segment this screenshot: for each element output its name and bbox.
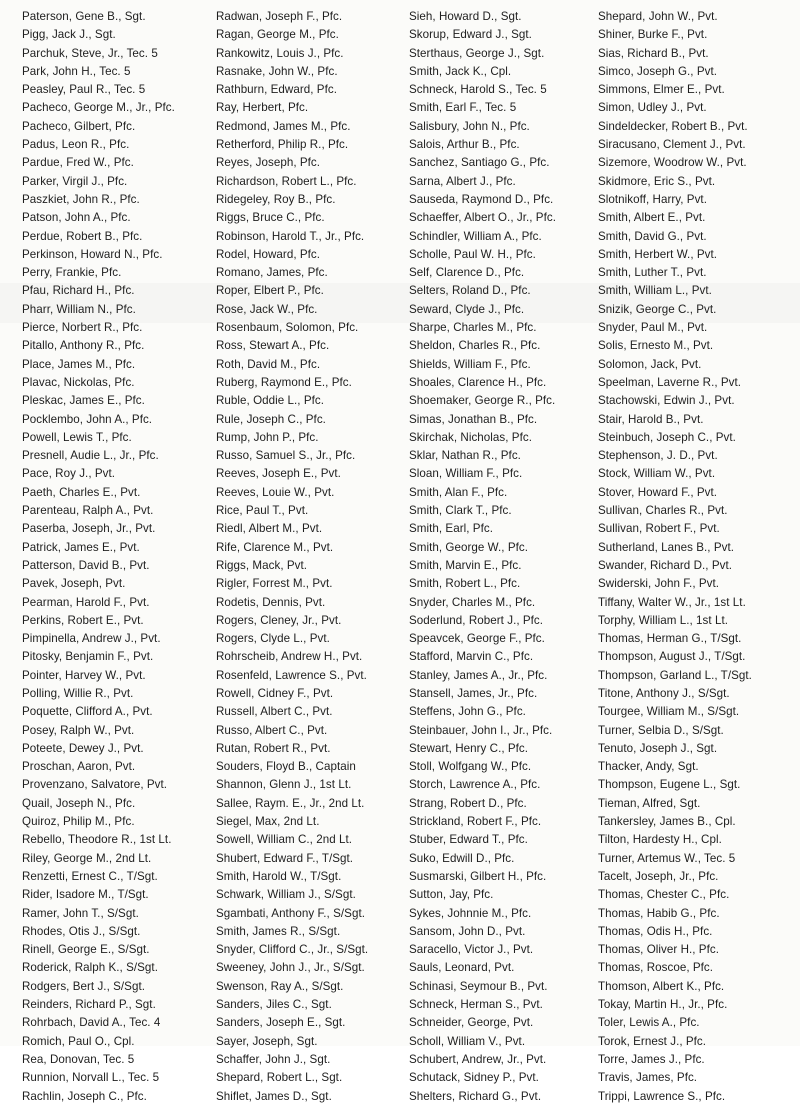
roster-entry: Turner, Artemus W., Tec. 5 <box>598 851 736 865</box>
roster-entry: Pharr, William N., Pfc. <box>22 302 136 316</box>
roster-entry: Thomas, Herman G., T/Sgt. <box>598 632 742 646</box>
roster-entry: Sauseda, Raymond D., Pfc. <box>409 192 554 206</box>
roster-entry: Rohrscheib, Andrew H., Pvt. <box>216 650 363 664</box>
roster-entry: Stoll, Wolfgang W., Pfc. <box>409 760 532 774</box>
roster-entry: Rathburn, Edward, Pfc. <box>216 83 337 97</box>
roster-entry: Thompson, Garland L., T/Sgt. <box>598 668 752 682</box>
roster-entry: Park, John H., Tec. 5 <box>22 64 131 78</box>
roster-entry: Patson, John A., Pfc. <box>22 211 131 225</box>
roster-entry: Riedl, Albert M., Pvt. <box>216 522 323 536</box>
roster-entry: Runnion, Norvall L., Tec. 5 <box>22 1071 160 1085</box>
roster-entry: Pierce, Norbert R., Pfc. <box>22 321 143 335</box>
roster-entry: Strang, Robert D., Pfc. <box>409 796 527 810</box>
roster-column-3 <box>409 8 601 1106</box>
roster-entry: Tilton, Hardesty H., Cpl. <box>598 833 722 847</box>
roster-entry: Rigler, Forrest M., Pvt. <box>216 577 333 591</box>
roster-entry: Torok, Ernest J., Pfc. <box>598 1034 707 1048</box>
roster-entry: Pardue, Fred W., Pfc. <box>22 156 134 170</box>
roster-entry: Shiner, Burke F., Pvt. <box>598 28 708 42</box>
roster-entry: Perdue, Robert B., Pfc. <box>22 229 143 243</box>
roster-entry: Robinson, Harold T., Jr., Pfc. <box>216 229 365 243</box>
roster-entry: Russo, Albert C., Pvt. <box>216 723 328 737</box>
roster-entry: Schwark, William J., S/Sgt. <box>216 888 356 902</box>
roster-entry: Sanders, Jiles C., Sgt. <box>216 998 332 1012</box>
roster-entry: Simon, Udley J., Pvt. <box>598 101 707 115</box>
roster-entry: Tenuto, Joseph J., Sgt. <box>598 741 718 755</box>
roster-entry: Redmond, James M., Pfc. <box>216 119 351 133</box>
roster-entry: Salois, Arthur B., Pfc. <box>409 138 520 152</box>
roster-entry: Sklar, Nathan R., Pfc. <box>409 449 521 463</box>
roster-entry: Ragan, George M., Pfc. <box>216 28 339 42</box>
roster-entry: Paeth, Charles E., Pvt. <box>22 485 141 499</box>
roster-entry: Rankowitz, Louis J., Pfc. <box>216 46 344 60</box>
roster-entry: Solomon, Jack, Pvt. <box>598 357 702 371</box>
roster-entry: Pointer, Harvey W., Pvt. <box>22 668 146 682</box>
roster-entry: Sutherland, Lanes B., Pvt. <box>598 540 734 554</box>
roster-entry: Stephenson, J. D., Pvt. <box>598 449 718 463</box>
roster-entry: Sykes, Johnnie M., Pfc. <box>409 906 532 920</box>
roster-column-1 <box>22 8 212 1106</box>
roster-entry: Thomas, Odis H., Pfc. <box>598 924 713 938</box>
roster-entry: Rule, Joseph C., Pfc. <box>216 412 326 426</box>
roster-entry: Posey, Ralph W., Pvt. <box>22 723 135 737</box>
roster-entry: Sutton, Jay, Pfc. <box>409 888 494 902</box>
roster-entry: Steffens, John G., Pfc. <box>409 705 526 719</box>
roster-entry: Smith, Herbert W., Pvt. <box>598 247 718 261</box>
roster-entry: Sindeldecker, Robert B., Pvt. <box>598 119 748 133</box>
roster-entry: Skidmore, Eric S., Pvt. <box>598 174 716 188</box>
roster-entry: Thomas, Habib G., Pfc. <box>598 906 720 920</box>
roster-entry: Rogers, Cleney, Jr., Pvt. <box>216 613 342 627</box>
roster-entry: Skirchak, Nicholas, Pfc. <box>409 430 532 444</box>
roster-entry: Thomas, Chester C., Pfc. <box>598 888 730 902</box>
roster-entry: Schneider, George, Pvt. <box>409 1016 534 1030</box>
roster-entry: Rowell, Cidney F., Pvt. <box>216 686 334 700</box>
roster-entry: Sgambati, Anthony F., S/Sgt. <box>216 906 365 920</box>
roster-entry: Suko, Edwill D., Pfc. <box>409 851 515 865</box>
roster-entry: Poteete, Dewey J., Pvt. <box>22 741 144 755</box>
roster-entry: Souders, Floyd B., Captain <box>216 760 356 774</box>
roster-entry: Sias, Richard B., Pvt. <box>598 46 709 60</box>
roster-entry: Thompson, Eugene L., Sgt. <box>598 778 741 792</box>
roster-entry: Rasnake, John W., Pfc. <box>216 64 338 78</box>
roster-entry: Simas, Jonathan B., Pfc. <box>409 412 538 426</box>
roster-entry: Ridegeley, Roy B., Pfc. <box>216 192 336 206</box>
roster-entry: Sieh, Howard D., Sgt. <box>409 10 522 23</box>
roster-entry: Renzetti, Ernest C., T/Sgt. <box>22 869 158 883</box>
roster-entry: Radwan, Joseph F., Pfc. <box>216 10 343 23</box>
roster-entry: Paterson, Gene B., Sgt. <box>22 10 146 23</box>
roster-entry: Richardson, Robert L., Pfc. <box>216 174 357 188</box>
roster-entry: Pimpinella, Andrew J., Pvt. <box>22 632 161 646</box>
roster-entry: Sanders, Joseph E., Sgt. <box>216 1016 346 1030</box>
roster-entry: Snyder, Clifford C., Jr., S/Sgt. <box>216 943 369 957</box>
roster-entry: Paszkiet, John R., Pfc. <box>22 192 140 206</box>
roster-entry: Rodel, Howard, Pfc. <box>216 247 321 261</box>
roster-entry: Schaeffer, Albert O., Jr., Pfc. <box>409 211 556 225</box>
roster-entry: Sullivan, Charles R., Pvt. <box>598 504 728 518</box>
roster-entry: Schinasi, Seymour B., Pvt. <box>409 979 548 993</box>
roster-entry: Parenteau, Ralph A., Pvt. <box>22 504 154 518</box>
roster-entry: Rice, Paul T., Pvt. <box>216 504 309 518</box>
roster-entry: Toler, Lewis A., Pfc. <box>598 1016 700 1030</box>
roster-entry: Smith, David G., Pvt. <box>598 229 707 243</box>
roster-entry: Sarna, Albert J., Pfc. <box>409 174 516 188</box>
roster-entry: Sayer, Joseph, Sgt. <box>216 1034 318 1048</box>
roster-entry: Steinbauer, John I., Jr., Pfc. <box>409 723 553 737</box>
roster-entry: Romano, James, Pfc. <box>216 266 328 280</box>
roster-entry: Snizik, George C., Pvt. <box>598 302 717 316</box>
roster-entry: Self, Clarence D., Pfc. <box>409 266 525 280</box>
roster-entry: Simmons, Elmer E., Pvt. <box>598 83 725 97</box>
roster-entry: Stewart, Henry C., Pfc. <box>409 741 529 755</box>
roster-entry: Sauls, Leonard, Pvt. <box>409 961 515 975</box>
roster-entry: Riggs, Bruce C., Pfc. <box>216 211 325 225</box>
roster-entry: Smith, Marvin E., Pfc. <box>409 558 522 572</box>
roster-entry: Shannon, Glenn J., 1st Lt. <box>216 778 352 792</box>
roster-entry: Simco, Joseph G., Pvt. <box>598 64 718 78</box>
roster-entry: Shiflet, James D., Sgt. <box>216 1089 332 1103</box>
roster-entry: Smith, William L., Pvt. <box>598 284 712 298</box>
roster-entry: Pocklembo, John A., Pfc. <box>22 412 153 426</box>
roster-entry: Saracello, Victor J., Pvt. <box>409 943 534 957</box>
roster-column-2 <box>216 8 406 1106</box>
roster-entry: Tiffany, Walter W., Jr., 1st Lt. <box>598 595 746 609</box>
roster-entry: Russo, Samuel S., Jr., Pfc. <box>216 449 356 463</box>
roster-entry: Rinell, George E., S/Sgt. <box>22 943 150 957</box>
roster-entry: Sansom, John D., Pvt. <box>409 924 526 938</box>
roster-entry: Skorup, Edward J., Sgt. <box>409 28 532 42</box>
roster-entry: Rump, John P., Pfc. <box>216 430 319 444</box>
roster-entry: Stansell, James, Jr., Pfc. <box>409 686 538 700</box>
roster-entry: Soderlund, Robert J., Pfc. <box>409 613 544 627</box>
roster-entry: Salisbury, John N., Pfc. <box>409 119 530 133</box>
roster-entry: Shoales, Clarence H., Pfc. <box>409 375 547 389</box>
roster-entry: Smith, Robert L., Pfc. <box>409 577 521 591</box>
roster-entry: Snyder, Paul M., Pvt. <box>598 321 708 335</box>
roster-entry: Rosenbaum, Solomon, Pfc. <box>216 321 359 335</box>
roster-entry: Shelters, Richard G., Pvt. <box>409 1089 542 1103</box>
roster-entry: Roth, David M., Pfc. <box>216 357 321 371</box>
roster-entry: Quiroz, Philip M., Pfc. <box>22 815 135 829</box>
roster-entry: Patterson, David B., Pvt. <box>22 558 150 572</box>
roster-entry: Parchuk, Steve, Jr., Tec. 5 <box>22 46 158 60</box>
roster-entry: Travis, James, Pfc. <box>598 1071 698 1085</box>
roster-entry: Stover, Howard F., Pvt. <box>598 485 718 499</box>
roster-entry: Titone, Anthony J., S/Sgt. <box>598 686 730 700</box>
roster-entry: Paserba, Joseph, Jr., Pvt. <box>22 522 156 536</box>
roster-entry: Sharpe, Charles M., Pfc. <box>409 321 537 335</box>
roster-entry: Pavek, Joseph, Pvt. <box>22 577 126 591</box>
roster-entry: Torre, James J., Pfc. <box>598 1052 705 1066</box>
roster-entry: Schaffer, John J., Sgt. <box>216 1052 331 1066</box>
roster-entry: Torphy, William L., 1st Lt. <box>598 613 728 627</box>
roster-entry: Smith, Jack K., Cpl. <box>409 64 512 78</box>
roster-entry: Rosenfeld, Lawrence S., Pvt. <box>216 668 367 682</box>
roster-entry: Schutack, Sidney P., Pvt. <box>409 1071 539 1085</box>
roster-entry: Smith, Harold W., T/Sgt. <box>216 869 342 883</box>
roster-entry: Pfau, Richard H., Pfc. <box>22 284 135 298</box>
roster-entry: Siegel, Max, 2nd Lt. <box>216 815 320 829</box>
roster-entry: Roderick, Ralph K., S/Sgt. <box>22 961 158 975</box>
roster-entry: Rogers, Clyde L., Pvt. <box>216 632 330 646</box>
roster-entry: Perry, Frankie, Pfc. <box>22 266 122 280</box>
roster-entry: Shubert, Edward F., T/Sgt. <box>216 851 354 865</box>
roster-entry: Reeves, Louie W., Pvt. <box>216 485 335 499</box>
roster-entry: Pigg, Jack J., Sgt. <box>22 28 116 42</box>
roster-entry: Tokay, Martin H., Jr., Pfc. <box>598 998 728 1012</box>
roster-entry: Ray, Herbert, Pfc. <box>216 101 309 115</box>
roster-entry: Thomson, Albert K., Pfc. <box>598 979 725 993</box>
roster-entry: Roper, Elbert P., Pfc. <box>216 284 324 298</box>
roster-entry: Pitosky, Benjamin F., Pvt. <box>22 650 154 664</box>
roster-entry: Swiderski, John F., Pvt. <box>598 577 720 591</box>
roster-entry: Quail, Joseph N., Pfc. <box>22 796 136 810</box>
roster-entry: Schneck, Harold S., Tec. 5 <box>409 83 547 97</box>
roster-entry: Sterthaus, George J., Sgt. <box>409 46 545 60</box>
roster-entry: Smith, Luther T., Pvt. <box>598 266 707 280</box>
roster-entry: Pace, Roy J., Pvt. <box>22 467 116 481</box>
roster-entry: Smith, Earl, Pfc. <box>409 522 493 536</box>
roster-entry: Sheldon, Charles R., Pfc. <box>409 339 541 353</box>
roster-entry: Sullivan, Robert F., Pvt. <box>598 522 720 536</box>
roster-entry: Tourgee, William M., S/Sgt. <box>598 705 740 719</box>
roster-entry: Rea, Donovan, Tec. 5 <box>22 1052 135 1066</box>
roster-entry: Sweeney, John J., Jr., S/Sgt. <box>216 961 365 975</box>
roster-entry: Ruble, Oddie L., Pfc. <box>216 394 325 408</box>
roster-entry: Presnell, Audie L., Jr., Pfc. <box>22 449 159 463</box>
roster-entry: Perkinson, Howard N., Pfc. <box>22 247 163 261</box>
roster-entry: Stuber, Edward T., Pfc. <box>409 833 528 847</box>
roster-entry: Snyder, Charles M., Pfc. <box>409 595 536 609</box>
roster-entry: Stock, William W., Pvt. <box>598 467 716 481</box>
roster-entry: Stafford, Marvin C., Pfc. <box>409 650 534 664</box>
roster-entry: Poquette, Clifford A., Pvt. <box>22 705 153 719</box>
roster-entry: Ramer, John T., S/Sgt. <box>22 906 139 920</box>
roster-entry: Romich, Paul O., Cpl. <box>22 1034 135 1048</box>
roster-entry: Smith, George W., Pfc. <box>409 540 529 554</box>
roster-entry: Peasley, Paul R., Tec. 5 <box>22 83 146 97</box>
roster-entry: Thompson, August J., T/Sgt. <box>598 650 746 664</box>
roster-entry: Rodetis, Dennis, Pvt. <box>216 595 326 609</box>
roster-entry: Plavac, Nickolas, Pfc. <box>22 375 135 389</box>
roster-entry: Smith, James R., S/Sgt. <box>216 924 341 938</box>
roster-entry: Shepard, Robert L., Sgt. <box>216 1071 343 1085</box>
roster-entry: Polling, Willie R., Pvt. <box>22 686 134 700</box>
roster-entry: Smith, Earl F., Tec. 5 <box>409 101 517 115</box>
roster-entry: Selters, Roland D., Pfc. <box>409 284 531 298</box>
roster-entry: Smith, Albert E., Pvt. <box>598 211 706 225</box>
roster-entry: Strickland, Robert F., Pfc. <box>409 815 542 829</box>
roster-entry: Pacheco, Gilbert, Pfc. <box>22 119 136 133</box>
roster-entry: Schindler, William A., Pfc. <box>409 229 542 243</box>
roster-entry: Speelman, Laverne R., Pvt. <box>598 375 742 389</box>
roster-entry: Thacker, Andy, Sgt. <box>598 760 699 774</box>
roster-entry: Stair, Harold B., Pvt. <box>598 412 704 426</box>
roster-entry: Retherford, Philip R., Pfc. <box>216 138 349 152</box>
roster-entry: Siracusano, Clement J., Pvt. <box>598 138 746 152</box>
roster-entry: Schneck, Herman S., Pvt. <box>409 998 543 1012</box>
roster-entry: Reyes, Joseph, Pfc. <box>216 156 321 170</box>
roster-entry: Susmarski, Gilbert H., Pfc. <box>409 869 547 883</box>
roster-entry: Pitallo, Anthony R., Pfc. <box>22 339 145 353</box>
roster-entry: Sowell, William C., 2nd Lt. <box>216 833 353 847</box>
roster-entry: Sloan, William F., Pfc. <box>409 467 523 481</box>
roster-entry: Place, James M., Pfc. <box>22 357 136 371</box>
roster-entry: Rhodes, Otis J., S/Sgt. <box>22 924 141 938</box>
roster-entry: Shepard, John W., Pvt. <box>598 10 718 23</box>
roster-entry: Speavcek, George F., Pfc. <box>409 632 545 646</box>
roster-entry: Turner, Selbia D., S/Sgt. <box>598 723 724 737</box>
roster-entry: Schubert, Andrew, Jr., Pvt. <box>409 1052 547 1066</box>
roster-entry: Trippi, Lawrence S., Pfc. <box>598 1089 726 1103</box>
roster-entry: Parker, Virgil J., Pfc. <box>22 174 128 188</box>
roster-entry: Rose, Jack W., Pfc. <box>216 302 318 316</box>
roster-entry: Tieman, Alfred, Sgt. <box>598 796 701 810</box>
roster-entry: Provenzano, Salvatore, Pvt. <box>22 778 168 792</box>
roster-entry: Storch, Lawrence A., Pfc. <box>409 778 541 792</box>
roster-entry: Pleskac, James E., Pfc. <box>22 394 145 408</box>
roster-entry: Tacelt, Joseph, Jr., Pfc. <box>598 869 719 883</box>
roster-entry: Thomas, Oliver H., Pfc. <box>598 943 719 957</box>
roster-entry: Sanchez, Santiago G., Pfc. <box>409 156 550 170</box>
roster-entry: Powell, Lewis T., Pfc. <box>22 430 132 444</box>
roster-entry: Smith, Alan F., Pfc. <box>409 485 508 499</box>
roster-entry: Solis, Ernesto M., Pvt. <box>598 339 714 353</box>
roster-entry: Padus, Leon R., Pfc. <box>22 138 130 152</box>
roster-entry: Pacheco, George M., Jr., Pfc. <box>22 101 175 115</box>
roster-column-4 <box>598 8 798 1106</box>
roster-entry: Sallee, Raym. E., Jr., 2nd Lt. <box>216 796 365 810</box>
roster-entry: Rutan, Robert R., Pvt. <box>216 741 331 755</box>
roster-entry: Ross, Stewart A., Pfc. <box>216 339 330 353</box>
roster-entry: Scholle, Paul W. H., Pfc. <box>409 247 536 261</box>
roster-entry: Tankersley, James B., Cpl. <box>598 815 736 829</box>
roster-entry: Proschan, Aaron, Pvt. <box>22 760 136 774</box>
roster-entry: Rohrbach, David A., Tec. 4 <box>22 1016 161 1030</box>
roster-entry: Ruberg, Raymond E., Pfc. <box>216 375 352 389</box>
roster-entry: Seward, Clyde J., Pfc. <box>409 302 525 316</box>
roster-entry: Pearman, Harold F., Pvt. <box>22 595 150 609</box>
roster-entry: Riggs, Mack, Pvt. <box>216 558 308 572</box>
roster-entry: Stachowski, Edwin J., Pvt. <box>598 394 735 408</box>
roster-entry: Steinbuch, Joseph C., Pvt. <box>598 430 736 444</box>
roster-entry: Swander, Richard D., Pvt. <box>598 558 732 572</box>
roster-entry: Shoemaker, George R., Pfc. <box>409 394 556 408</box>
roster-entry: Stanley, James A., Jr., Pfc. <box>409 668 548 682</box>
roster-entry: Russell, Albert C., Pvt. <box>216 705 333 719</box>
roster-entry: Rife, Clarence M., Pvt. <box>216 540 334 554</box>
roster-entry: Slotnikoff, Harry, Pvt. <box>598 192 707 206</box>
roster-entry: Smith, Clark T., Pfc. <box>409 504 512 518</box>
roster-entry: Rider, Isadore M., T/Sgt. <box>22 888 149 902</box>
roster-entry: Patrick, James E., Pvt. <box>22 540 140 554</box>
roster-entry: Thomas, Roscoe, Pfc. <box>598 961 714 975</box>
roster-entry: Sizemore, Woodrow W., Pvt. <box>598 156 747 170</box>
roster-entry: Reeves, Joseph E., Pvt. <box>216 467 341 481</box>
roster-entry: Perkins, Robert E., Pvt. <box>22 613 144 627</box>
roster-entry: Scholl, William V., Pvt. <box>409 1034 526 1048</box>
roster-entry: Reinders, Richard P., Sgt. <box>22 998 156 1012</box>
roster-entry: Rebello, Theodore R., 1st Lt. <box>22 833 172 847</box>
roster-entry: Swenson, Ray A., S/Sgt. <box>216 979 344 993</box>
roster-entry: Shields, William F., Pfc. <box>409 357 531 371</box>
roster-entry: Rodgers, Bert J., S/Sgt. <box>22 979 145 993</box>
roster-entry: Rachlin, Joseph C., Pfc. <box>22 1089 147 1103</box>
roster-entry: Riley, George M., 2nd Lt. <box>22 851 152 865</box>
